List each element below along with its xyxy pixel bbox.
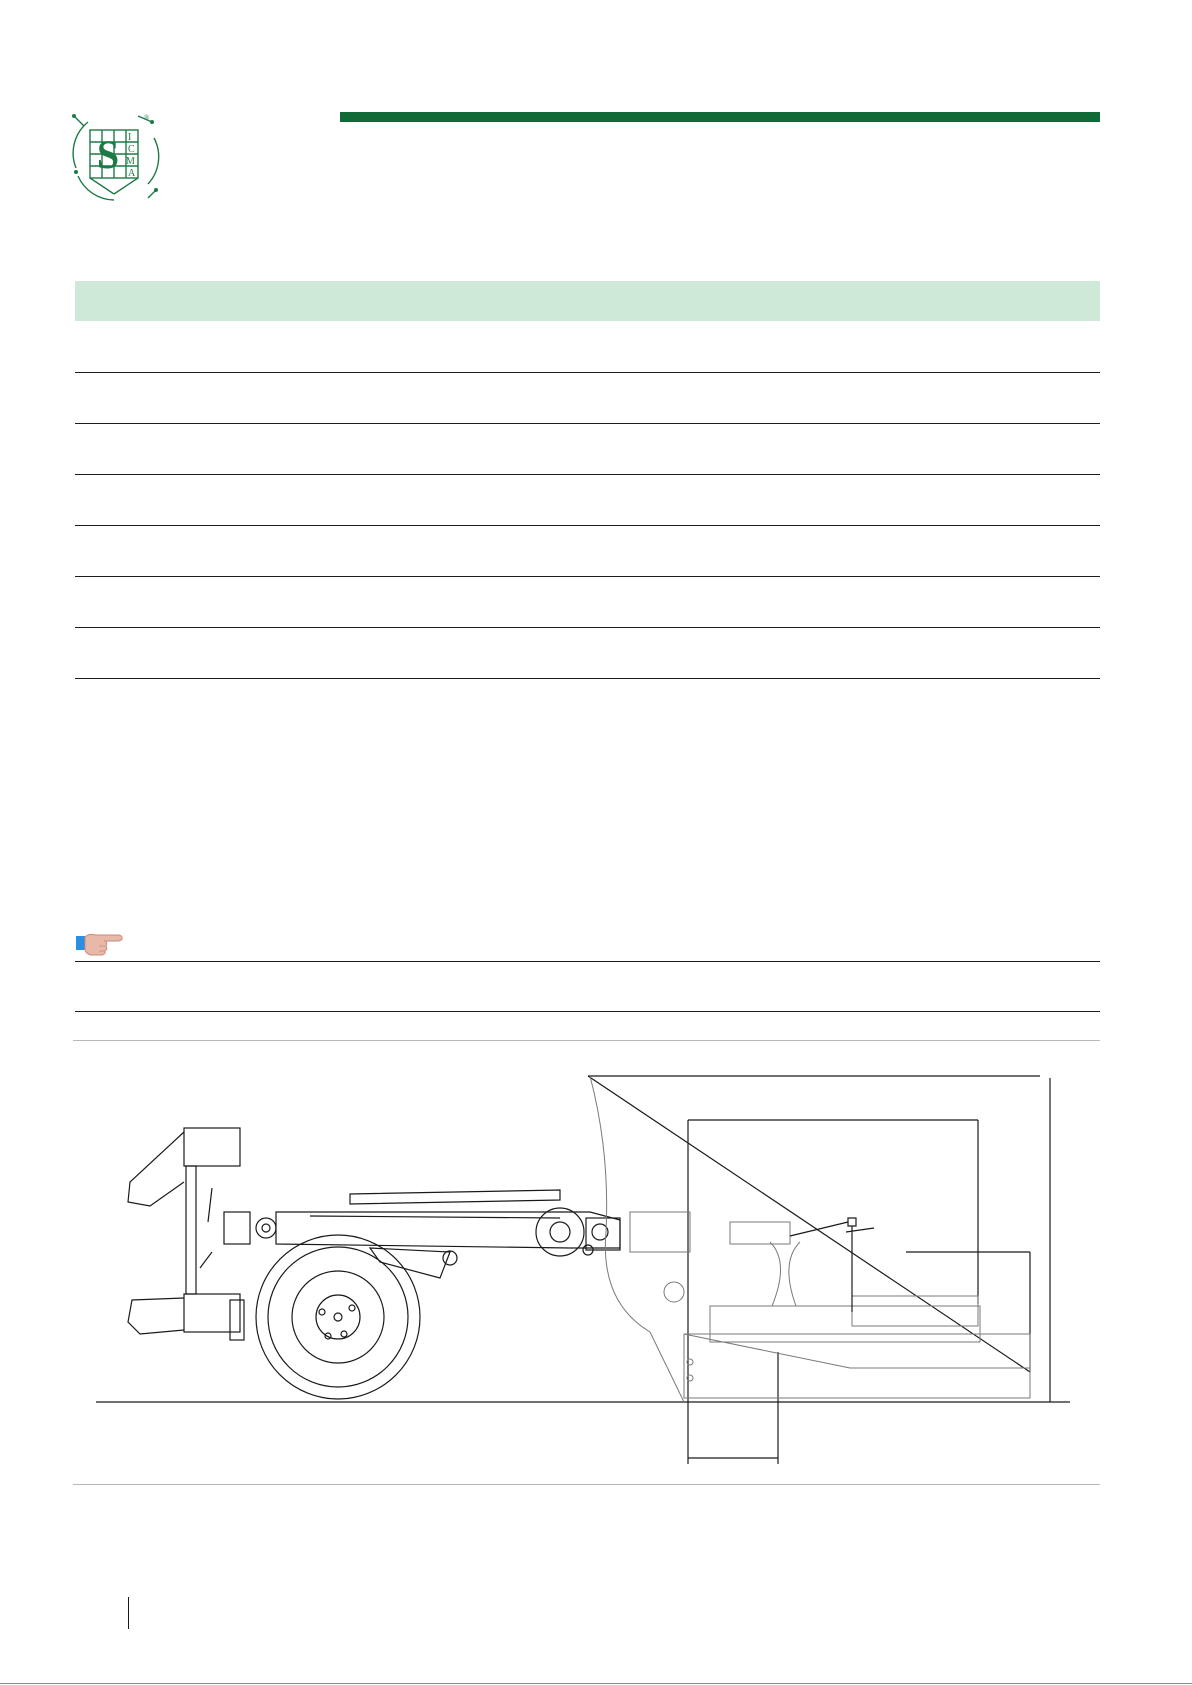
spec-table-row-divider bbox=[75, 627, 1100, 628]
svg-text:A: A bbox=[128, 168, 136, 179]
note-bottom-rule bbox=[75, 1011, 1100, 1012]
technical-drawing bbox=[90, 1072, 1090, 1464]
spec-table-row-divider bbox=[75, 678, 1100, 679]
figure-top-rule bbox=[73, 1040, 1100, 1041]
svg-text:M: M bbox=[126, 156, 135, 167]
svg-text:C: C bbox=[128, 144, 135, 155]
spec-table-header bbox=[75, 281, 1100, 321]
svg-text:®: ® bbox=[144, 114, 150, 122]
figure-bottom-rule bbox=[73, 1484, 1100, 1485]
spec-table-row-divider bbox=[75, 474, 1100, 475]
header-accent-bar bbox=[340, 112, 1100, 122]
pointing-hand-icon bbox=[75, 928, 127, 958]
spec-table-row-divider bbox=[75, 525, 1100, 526]
spec-table-row-divider bbox=[75, 372, 1100, 373]
page-number-divider bbox=[128, 1597, 129, 1629]
spec-table-row-divider bbox=[75, 576, 1100, 577]
svg-text:S: S bbox=[96, 132, 120, 177]
spec-table-row-divider bbox=[75, 423, 1100, 424]
page-bottom-rule bbox=[0, 1683, 1192, 1684]
svg-text:I: I bbox=[128, 132, 132, 143]
sicma-logo bbox=[68, 108, 164, 204]
note-top-rule bbox=[75, 961, 1100, 962]
